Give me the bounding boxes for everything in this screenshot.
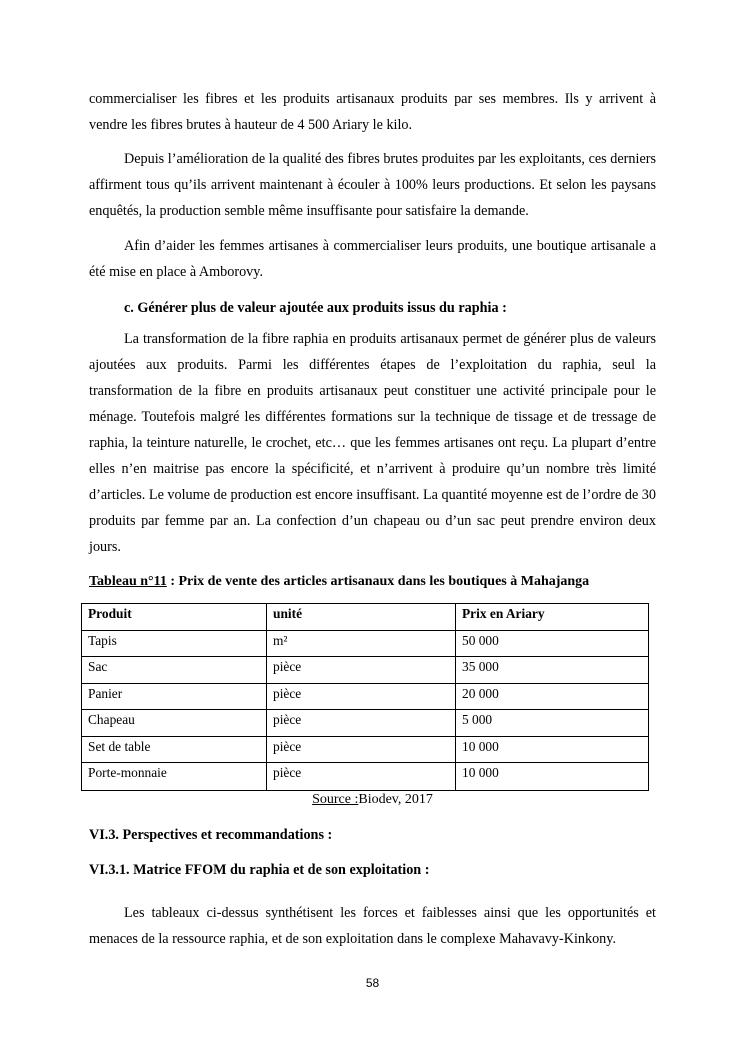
cell-prix: 5 000 [456,710,649,737]
cell-produit: Panier [82,683,267,710]
page-number: 58 [365,976,380,990]
cell-prix: 35 000 [456,657,649,684]
paragraph-ffom-synthese: Les tableaux ci-dessus synthétisent les forces et faiblesses ainsi que les opportunités et menaces de la ressource raphia, et de son exploitation dans le complexe Mahavavy-Kinkony. [89,905,656,947]
cell-produit: Sac [82,657,267,684]
table-row [82,710,649,737]
table-caption-text: : Prix de vente des articles artisanaux dans les boutiques à Mahajanga [166,574,590,589]
table-caption-label: Tableau n°11 [89,574,167,589]
section-heading-vi3: VI.3. Perspectives et recommandations : [89,827,333,843]
cell-produit: Chapeau [82,710,267,737]
table-header-row [82,604,649,631]
table-row [82,763,649,791]
cell-prix: 10 000 [456,736,649,763]
cell-unite: pièce [267,683,456,710]
source-text: Biodev, 2017 [358,792,433,807]
section-heading-vi31: VI.3.1. Matrice FFOM du raphia et de son exploitation : [89,862,430,878]
table-row [82,683,649,710]
table-row [82,630,649,657]
price-table [81,603,649,791]
table-source [0,792,745,808]
cell-unite: m² [267,630,456,657]
table-row [82,657,649,684]
cell-prix: 10 000 [456,763,649,791]
table-caption [89,574,589,590]
cell-unite: pièce [267,710,456,737]
cell-prix: 20 000 [456,683,649,710]
section-heading-c: c. Générer plus de valeur ajoutée aux produits issus du raphia : [124,300,507,316]
cell-unite: pièce [267,736,456,763]
column-header-unite: unité [267,604,456,631]
paragraph-transformation-raphia: La transformation de la fibre raphia en produits artisanaux permet de générer plus de valeurs ajoutées aux produits. Parmi les différentes étapes de l’exploitation du raphia, seul la transformation de la fibre en produits artisanaux peut constituer une activité principale pour le ménage. Toutefois malgré les différentes formations sur la technique de tissage et de tressage de raphia, la teinture naturelle, le crochet, etc… que les femmes artisanes ont reçu. La plupart d’entre elles n’en maitrise pas encore la spécificité, et n’arrivent à produire qu’un nombre très limité d’articles. Le volume de production est encore insuffisant. La quantité moyenne est de l’ordre de 30 produits par femme par an. La confection d’un chapeau ou d’un sac peut prendre environ deux jours. [89,331,656,555]
column-header-produit: Produit [82,604,267,631]
source-label: Source : [312,792,359,807]
cell-unite: pièce [267,763,456,791]
cell-unite: pièce [267,657,456,684]
cell-produit: Set de table [82,736,267,763]
cell-produit: Porte-monnaie [82,763,267,791]
table-row [82,736,649,763]
column-header-prix: Prix en Ariary [456,604,649,631]
cell-prix: 50 000 [456,630,649,657]
paragraph-commercialisation: commercialiser les fibres et les produits artisanaux produits par ses membres. Ils y arrivent à vendre les fibres brutes à hauteur de 4 500 Ariary le kilo. [89,91,656,133]
paragraph-amelioration-qualite: Depuis l’amélioration de la qualité des fibres brutes produites par les exploitants, ces derniers affirment tous qu’ils arrivent maintenant à écouler à 100% leurs productions. Et selon les paysans enquêtés, la production semble même insuffisante pour satisfaire la demande. [89,151,656,219]
paragraph-boutique-artisanale: Afin d’aider les femmes artisanes à commercialiser leurs produits, une boutique artisanale a été mise en place à Amborovy. [89,238,656,280]
cell-produit: Tapis [82,630,267,657]
